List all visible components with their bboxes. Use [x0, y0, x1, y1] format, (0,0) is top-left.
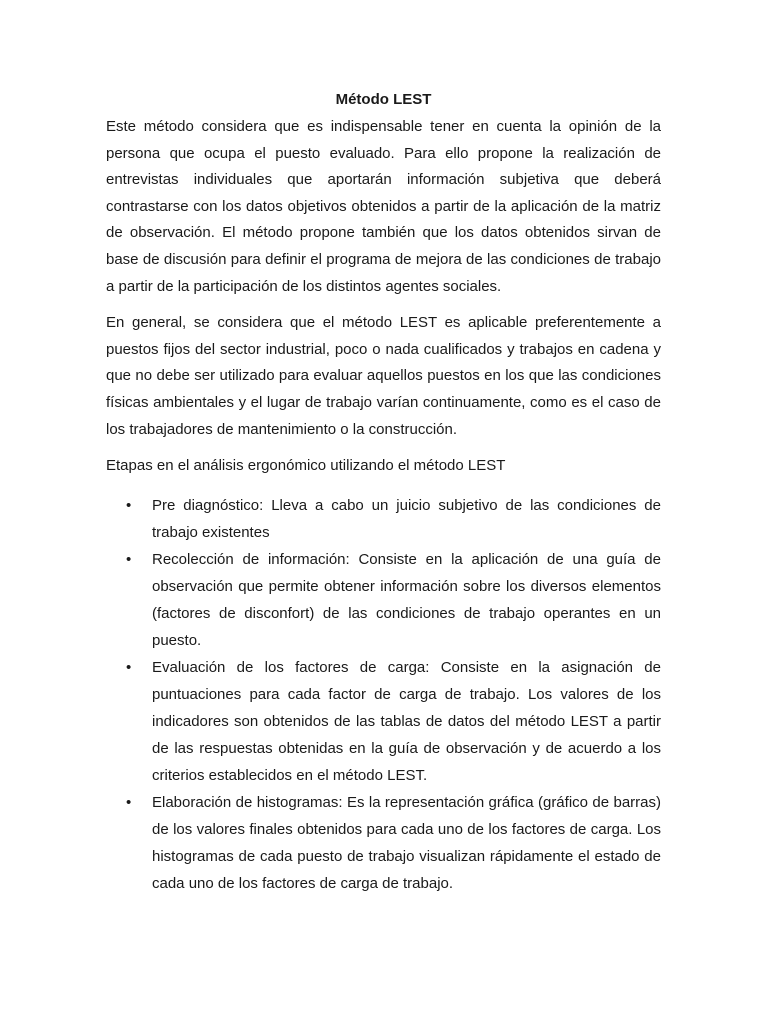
bullet-icon: • [126, 550, 132, 568]
stage-text-evaluacion: Evaluación de los factores de carga: Consiste en la asignación de puntuaciones para cada factor de carga de trabajo. Los valores de los indicadores son obtenidos de las tablas de datos del método LEST a partir de las respuestas obtenidas en la guía de observación y de acuerdo a los criterios establecidos en el método LEST. [152, 658, 661, 784]
stage-text-recoleccion: Recolección de información: Consiste en la aplicación de una guía de observación que permite obtener información sobre los diversos elementos (factores de disconfort) de las condiciones de trabajo operantes en un puesto. [152, 550, 661, 649]
bullet-icon: • [126, 793, 132, 811]
paragraph-intro: Este método considera que es indispensable tener en cuenta la opinión de la persona que ocupa el puesto evaluado. Para ello propone la realización de entrevistas individuales que aportarán información subjetiva que deberá contrastarse con los datos objetivos obtenidos a partir de la aplicación de la matriz de observación. El método propone también que los datos obtenidos sirvan de base de discusión para definir el programa de mejora de las condiciones de trabajo a partir de la participación de los distintos agentes sociales. [106, 118, 661, 295]
stages-heading: Etapas en el análisis ergonómico utilizando el método LEST [106, 457, 506, 475]
list-item [106, 789, 661, 897]
paragraph-applicability: En general, se considera que el método LEST es aplicable preferentemente a puestos fijos del sector industrial, poco o nada cualificados y trabajos en cadena y que no debe ser utilizado para evaluar aquellos puestos en los que las condiciones físicas ambientales y el lugar de trabajo varían continuamente, como es el caso de los trabajadores de mantenimiento o la construcción. [106, 314, 661, 438]
bullet-icon: • [126, 496, 132, 514]
bullet-icon: • [126, 658, 132, 676]
stages-list [106, 492, 661, 897]
stage-text-prediagnostico: Pre diagnóstico: Lleva a cabo un juicio subjetivo de las condiciones de trabajo existentes [152, 496, 661, 541]
document-title: Método LEST [335, 91, 432, 108]
list-item [106, 492, 661, 546]
list-item [106, 546, 661, 654]
list-item [106, 654, 661, 789]
stage-text-histogramas: Elaboración de histogramas: Es la representación gráfica (gráfico de barras) de los valores finales obtenidos para cada uno de los factores de carga. Los histogramas de cada puesto de trabajo visualizan rápidamente el estado de cada uno de los factores de carga de trabajo. [152, 793, 661, 892]
